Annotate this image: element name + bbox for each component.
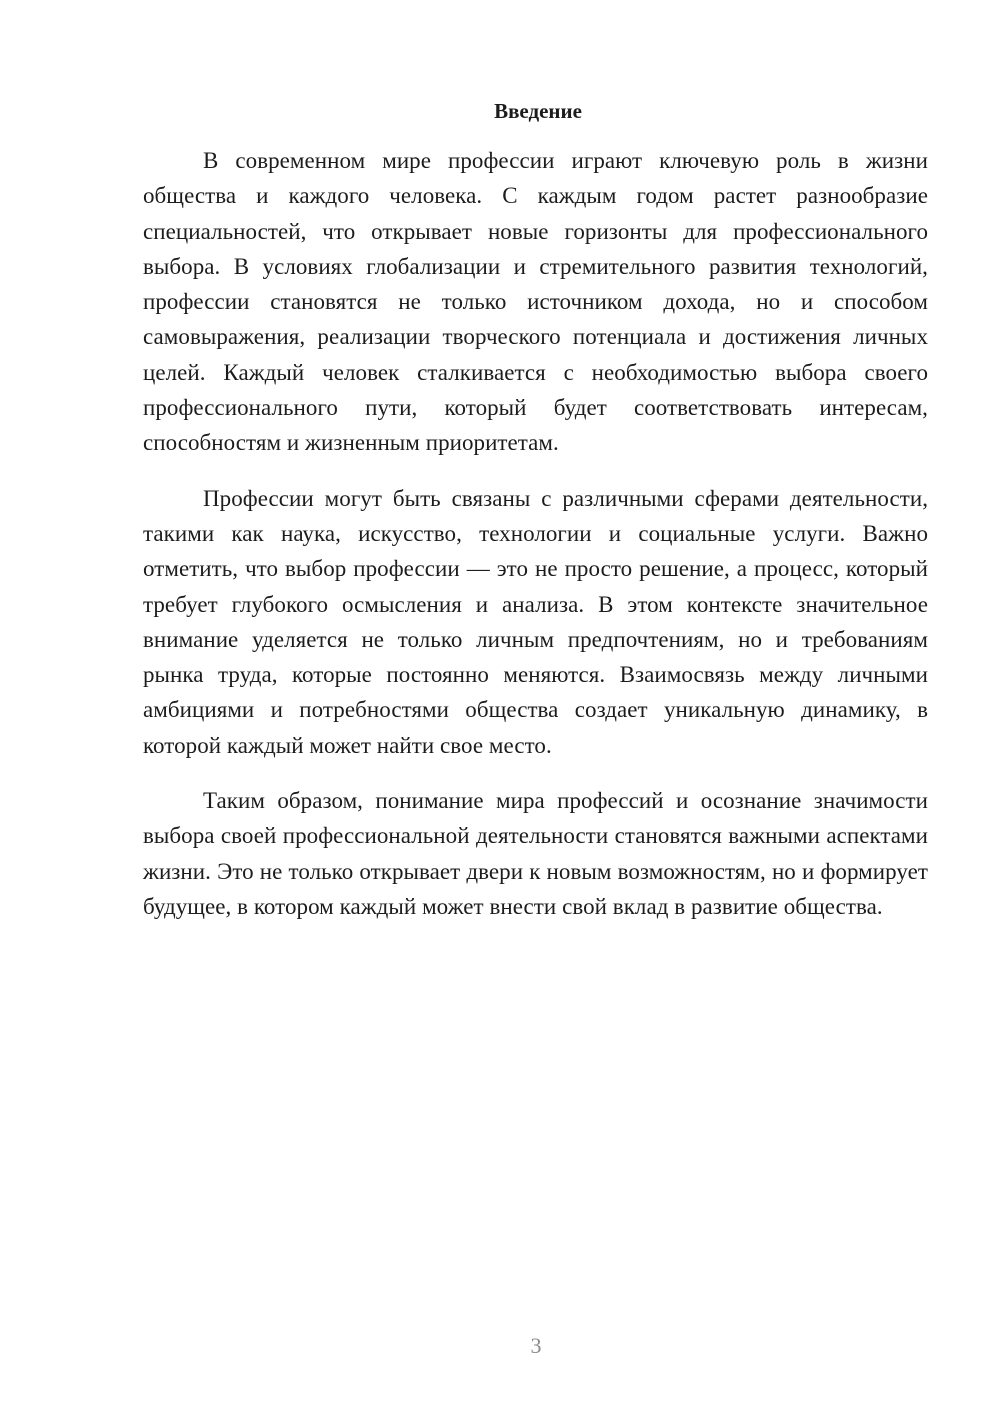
paragraph-1: В современном мире профессии играют ключевую роль в жизни общества и каждого человека. С каждым годом растет разнообразие специальностей, что открывает новые горизонты для профессионального выбора. В условиях глобализации и стремительного развития технологий, профессии становятся не только источником дохода, но и способом самовыражения, реализации творческого потенциала и достижения личных целей. Каждый человек сталкивается с необходимостью выбора своего профессионального пути, который будет соответствовать интересам, способностям и жизненным приоритетам. <box>143 148 928 456</box>
paragraph-2: Профессии могут быть связаны с различными сферами деятельности, такими как наука, искусство, технологии и социальные услуги. Важно отметить, что выбор профессии — это не просто решение, а процесс, который требует глубокого осмысления и анализа. В этом контексте значительное внимание уделяется не только личным предпочтениям, но и требованиям рынка труда, которые постоянно меняются. Взаимосвязь между личными амбициями и потребностями общества создает уникальную динамику, в которой каждый может найти свое место. <box>143 485 928 758</box>
section-title: Введение <box>494 99 582 123</box>
paragraph-3: Таким образом, понимание мира профессий и осознание значимости выбора своей профессиональной деятельности становятся важными аспектами жизни. Это не только открывает двери к новым возможностям, но и формирует будущее, в котором каждый может внести свой вклад в развитие общества. <box>143 788 928 919</box>
page-number: 3 <box>530 1333 542 1358</box>
document-body <box>143 96 928 944</box>
